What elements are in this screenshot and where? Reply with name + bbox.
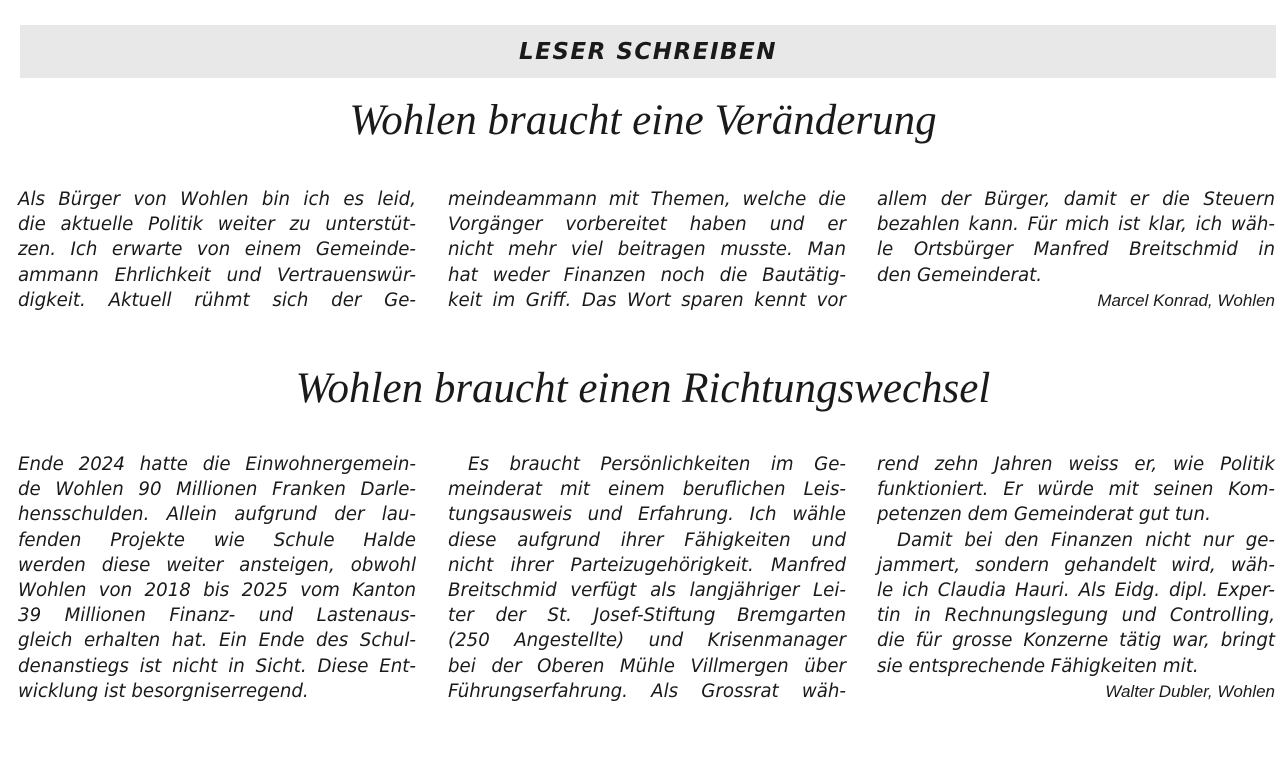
text-line: diese aufgrund ihrer Fähigkeiten und (448, 529, 846, 551)
text-line: keit im Griff. Das Wort sparen kennt vor (448, 289, 846, 311)
text-line: bezahlen kann. Für mich ist klar, ich wäh- (877, 214, 1275, 236)
text-line: digkeit. Aktuell rühmt sich der Ge- (18, 289, 416, 311)
letter2-column-3 (877, 452, 1275, 704)
text-line: rend zehn Jahren weiss er, wie Politik (877, 454, 1275, 475)
text-line: funktioniert. Er würde mit seinen Kom- (877, 479, 1275, 501)
text-line: petenzen dem Gemeinderat gut tun. (877, 504, 1211, 526)
text-line: jammert, sondern gehandelt wird, wäh- (877, 554, 1275, 576)
text-line: allem der Bürger, damit er die Steuern (877, 189, 1275, 210)
text-line: Breitschmid verfügt als langjähriger Lei- (448, 579, 846, 601)
letter1-headline: Wohlen braucht eine Veränderung (349, 97, 937, 144)
text-line: den Gemeinderat. (877, 264, 1043, 286)
letter1-signature: Marcel Konrad, Wohlen (1097, 290, 1275, 310)
letter2-column-2 (448, 452, 846, 704)
text-line: fenden Projekte wie Schule Halde (18, 529, 416, 551)
text-line: die aktuelle Politik weiter zu unterstüt- (18, 214, 416, 236)
letter2-signature: Walter Dubler, Wohlen (1105, 681, 1275, 701)
text-line: nicht ihrer Parteizugehörigkeit. Manfred (448, 554, 846, 576)
text-line: Als Bürger von Wohlen bin ich es leid, (18, 189, 416, 210)
text-line: Vorgänger vorbereitet haben und er (448, 214, 846, 236)
text-line: hensschulden. Allein aufgrund der lau- (18, 504, 416, 526)
text-line: zen. Ich erwarte von einem Gemeinde- (18, 239, 416, 261)
text-line: Wohlen von 2018 bis 2025 vom Kanton (18, 579, 416, 601)
text-line: meinderat mit einem beruflichen Leis- (448, 479, 846, 501)
text-line: Es braucht Persönlichkeiten im Ge- (468, 454, 846, 475)
text-line: die für grosse Konzerne tätig war, bringt (877, 630, 1275, 652)
text-line: 39 Millionen Finanz- und Lastenaus- (18, 605, 416, 627)
text-line: Damit bei den Finanzen nicht nur ge- (897, 529, 1275, 551)
section-banner: LESER SCHREIBEN (20, 25, 1276, 78)
letter1-column-2 (448, 187, 846, 313)
text-line: wicklung ist besorgniserregend. (18, 680, 309, 702)
text-line: ter der St. Josef-Stiftung Bremgarten (448, 605, 846, 627)
letter1-column-3 (877, 187, 1275, 313)
text-line: werden diese weiter ansteigen, obwohl (18, 554, 416, 576)
text-line: le Ortsbürger Manfred Breitschmid in (877, 239, 1275, 261)
text-line: tungsausweis und Erfahrung. Ich wähle (448, 504, 846, 526)
letter1-column-1 (18, 187, 416, 313)
text-line: le ich Claudia Hauri. Als Eidg. dipl. Exper- (877, 579, 1275, 601)
text-line: sie entsprechende Fähigkeiten mit. (877, 655, 1199, 677)
text-line: tin in Rechnungslegung und Controlling, (877, 605, 1275, 627)
text-line: denanstiegs ist nicht in Sicht. Diese Ent- (18, 655, 416, 677)
letter2-column-1 (18, 452, 416, 704)
text-line: (250 Angestellte) und Krisenmanager (448, 630, 846, 652)
text-line: nicht mehr viel beitragen musste. Man (448, 239, 846, 261)
text-line: Ende 2024 hatte die Einwohnergemein- (18, 454, 416, 475)
text-line: hat weder Finanzen noch die Bautätig- (448, 264, 846, 286)
text-line: de Wohlen 90 Millionen Franken Darle- (18, 479, 416, 501)
text-line: ammann Ehrlichkeit und Vertrauenswür- (18, 264, 416, 286)
text-line: bei der Oberen Mühle Villmergen über (448, 655, 846, 677)
text-line: Führungserfahrung. Als Grossrat wäh- (448, 680, 846, 702)
text-line: meindeammann mit Themen, welche die (448, 189, 846, 210)
letter2-headline: Wohlen braucht einen Richtungswechsel (295, 365, 991, 412)
text-line: gleich erhalten hat. Ein Ende des Schul- (18, 630, 416, 652)
